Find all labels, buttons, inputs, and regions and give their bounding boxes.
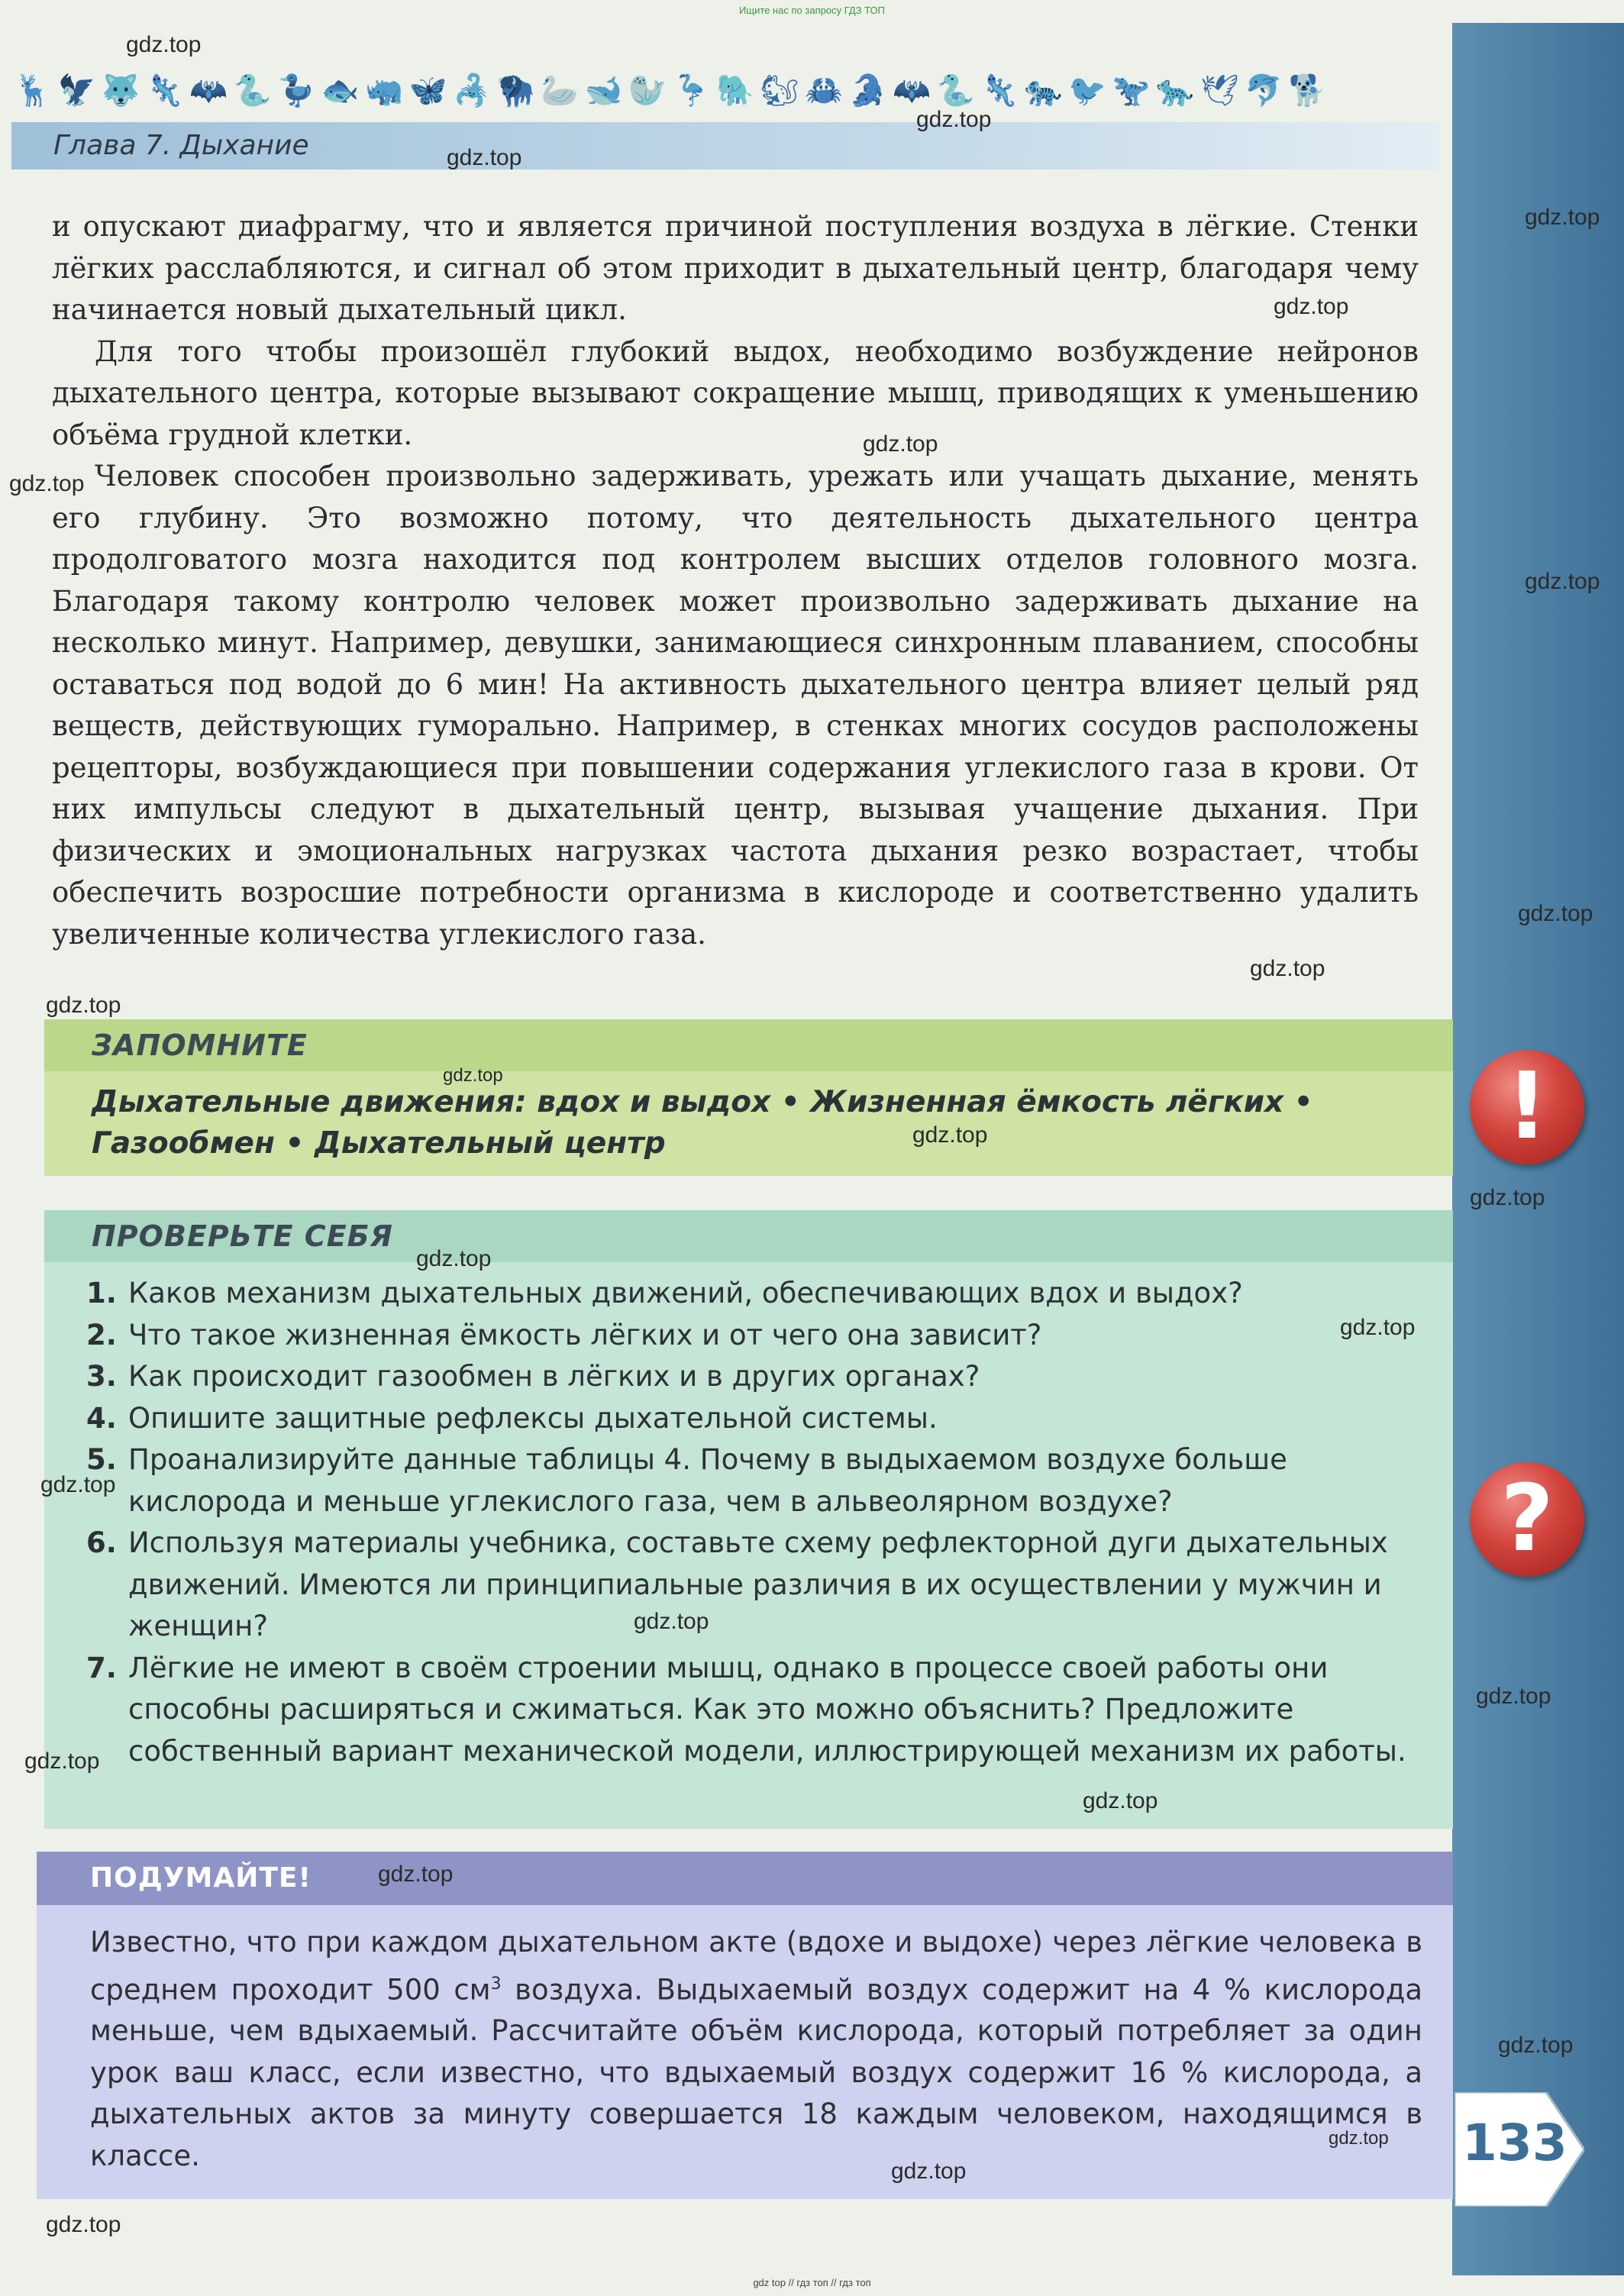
watermark: gdz.top xyxy=(378,1862,454,1887)
animal-silhouette-icon: 🦇 xyxy=(189,73,228,108)
chapter-title: Глава 7. Дыхание xyxy=(53,130,309,161)
animal-silhouette-icon: 🐕 xyxy=(1288,73,1327,108)
think-panel xyxy=(37,1852,1453,2199)
animal-silhouette-icon: 🐍 xyxy=(233,73,272,108)
animal-silhouette-icon: 🦅 xyxy=(57,73,96,108)
animal-silhouette-icon: 🐅 xyxy=(1024,73,1063,108)
animal-silhouette-icon: 🦇 xyxy=(893,73,931,108)
question-item: 7. Лёгкие не имеют в своём строении мышц, однако в процессе своей работы они способны расширяться и сжиматься. Как это можно объяснить? Предложите собственный вариант механической модели, иллюстрирующей механизм их работы. xyxy=(86,1651,1406,1768)
watermark: gdz.top xyxy=(1470,1185,1545,1210)
watermark: gdz.top xyxy=(416,1246,492,1271)
animal-silhouette-icon: 🦋 xyxy=(408,73,447,108)
animal-silhouette-icon: 🐋 xyxy=(584,73,623,108)
question-list xyxy=(86,1273,1422,1772)
watermark: gdz.top xyxy=(634,1609,709,1634)
animal-silhouette-icon: 🐺 xyxy=(102,73,140,108)
animal-silhouette-icon: 🐿 xyxy=(760,73,799,108)
remember-line: Дыхательные движения: вдох и выдох • Жизненная ёмкость лёгких • xyxy=(92,1085,1313,1119)
animal-silhouette-icon: 🦂 xyxy=(453,73,491,108)
animal-silhouette-icon: 🦢 xyxy=(541,73,579,108)
remember-line: Газообмен • Дыхательный центр xyxy=(92,1126,666,1161)
think-title: ПОДУМАЙТЕ! xyxy=(90,1862,312,1894)
animal-silhouette-icon: 🦎 xyxy=(980,73,1019,108)
watermark: gdz.top xyxy=(1083,1788,1158,1813)
animal-silhouette-icon: 🦎 xyxy=(145,73,184,108)
watermark: gdz.top xyxy=(46,2212,121,2237)
remember-title: ЗАПОМНИТЕ xyxy=(92,1029,308,1062)
animal-silhouette-icon: 🦩 xyxy=(672,73,711,108)
main-text xyxy=(52,206,1419,955)
watermark: gdz.top xyxy=(447,145,522,170)
animal-silhouette-icon: 🐘 xyxy=(716,73,755,108)
animal-silhouette-icon: 🐬 xyxy=(1245,73,1283,108)
animal-silhouette-icon: 🕊 xyxy=(1199,73,1239,108)
animal-silhouette-icon: 🦬 xyxy=(496,73,535,108)
paragraph: и опускают диафрагму, что и является причиной поступления воздуха в лёгкие. Стенки лёгких расслабляются, и сигнал об этом приходит в дыхательный центр, благодаря чему начинается новый дыхательный цикл. xyxy=(52,210,1419,326)
top-search-note: Ищите нас по запросу ГДЗ ТОП xyxy=(739,5,885,16)
watermark: gdz.top xyxy=(1329,2128,1389,2149)
watermark: gdz.top xyxy=(126,32,202,57)
paragraph: Человек способен произвольно задерживать, урежать или учащать дыхание, менять его глубину. Это возможно потому, что деятельность дыхательного центра продолговатого мозга находится под контролем высших отделов головного мозга. Благодаря такому контролю человек может произвольно задерживать дыхание на несколько минут. Например, девушки, занимающиеся синхронным плаванием, способны оставаться под водой до 6 мин! На активность дыхательного центра влияет целый ряд веществ, действующих гуморально. Например, в стенках многих сосудов расположены рецепторы, возбуждающиеся при повышении содержания углекислого газа в крови. От них импульсы следуют в дыхательный центр, вызывая учащение дыхания. При физических и эмоциональных нагрузках частота дыхания резко возрастает, чтобы обеспечить возросшие потребности организма в кислороде и соответственно удалить увеличенные количества углекислого газа. xyxy=(52,460,1419,951)
animal-silhouette-icon: 🐍 xyxy=(936,73,975,108)
question-item: 4. Опишите защитные рефлексы дыхательной системы. xyxy=(86,1401,938,1435)
animal-silhouette-icon: 🐦 xyxy=(1068,73,1107,108)
watermark: gdz.top xyxy=(916,107,992,132)
animal-silhouette-icon: 🐊 xyxy=(848,73,887,108)
animal-silhouette-icon: 🦭 xyxy=(628,73,667,108)
watermark: gdz.top xyxy=(1525,569,1600,594)
animal-silhouette-icon: 🐟 xyxy=(321,73,360,108)
animal-silhouette-strip xyxy=(14,67,1327,113)
watermark: gdz.top xyxy=(1518,901,1593,926)
question-item: 3. Как происходит газообмен в лёгких и в других органах? xyxy=(86,1360,980,1393)
animal-silhouette-icon: 🦀 xyxy=(805,73,844,108)
check-title: ПРОВЕРЬТЕ СЕБЯ xyxy=(92,1219,393,1253)
watermark: gdz.top xyxy=(1250,956,1325,981)
animal-silhouette-icon: 🦖 xyxy=(1112,73,1151,108)
watermark: gdz.top xyxy=(863,431,938,457)
page-number: 133 xyxy=(1462,2114,1567,2172)
question-item: 2. Что такое жизненная ёмкость лёгких и от чего она зависит? xyxy=(86,1318,1042,1351)
watermark: gdz.top xyxy=(9,471,85,496)
watermark: gdz.top xyxy=(912,1122,988,1148)
watermark: gdz.top xyxy=(1476,1684,1551,1709)
remember-terms xyxy=(92,1082,1435,1164)
animal-silhouette-icon: 🦌 xyxy=(14,73,52,108)
watermark: gdz.top xyxy=(1525,205,1600,230)
question-mark-icon: ? xyxy=(1470,1462,1584,1577)
watermark: gdz.top xyxy=(891,2159,967,2184)
exclamation-icon: ! xyxy=(1470,1050,1584,1164)
bottom-note: gdz top // гдз топ // гдз топ xyxy=(753,2277,871,2288)
remember-panel xyxy=(44,1019,1453,1176)
check-yourself-panel xyxy=(44,1210,1453,1829)
animal-silhouette-icon: 🐆 xyxy=(1156,73,1195,108)
question-item: 6. Используя материалы учебника, составьте схему рефлекторной дуги дыхательных движений. Имеются ли принципиальные различия в их осуществлении у мужчин и женщин? xyxy=(86,1526,1388,1642)
watermark: gdz.top xyxy=(40,1472,116,1497)
watermark: gdz.top xyxy=(1340,1315,1416,1340)
watermark: gdz.top xyxy=(443,1065,503,1086)
animal-silhouette-icon: 🦆 xyxy=(277,73,315,108)
watermark: gdz.top xyxy=(1274,294,1349,319)
watermark: gdz.top xyxy=(1498,2033,1574,2058)
watermark: gdz.top xyxy=(24,1749,100,1774)
question-item: 5. Проанализируйте данные таблицы 4. Почему в выдыхаемом воздухе больше кислорода и меньше углекислого газа, чем в альвеолярном воздухе? xyxy=(86,1443,1287,1518)
animal-silhouette-icon: 🦏 xyxy=(365,73,403,108)
think-task: Известно, что при каждом дыхательном акте (вдохе и выдохе) через лёгкие человека в среднем проходит 500 $см^3$ воздуха. Выдыхаемый воздух содержит на 4 % кислорода меньше, чем вдыхаемый. Рассчитайте объём кислорода, который потребляет за один урок ваш класс, если известно, что вдыхаемый воздух содержит 16 % кислорода, а дыхательных актов за минуту совершается 18 каждым человеком, находящимся в классе. xyxy=(90,1926,1422,2172)
watermark: gdz.top xyxy=(46,993,121,1018)
paragraph: Для того чтобы произошёл глубокий выдох, необходимо возбуждение нейронов дыхательного центра, которые вызывают сокращение мышц, приводящих к уменьшению объёма грудной клетки. xyxy=(52,334,1419,451)
question-item: 1. Каков механизм дыхательных движений, обеспечивающих вдох и выдох? xyxy=(86,1277,1243,1309)
